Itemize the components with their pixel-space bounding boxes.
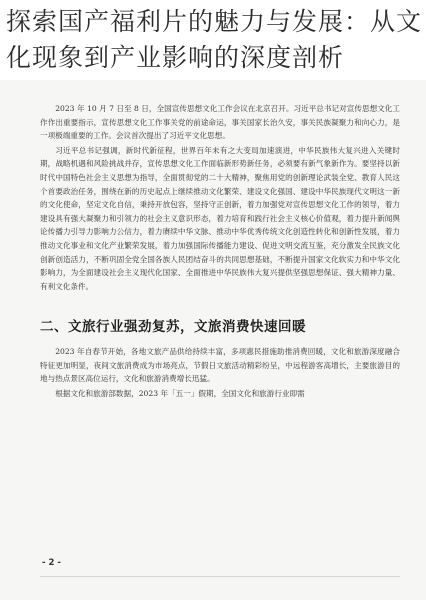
paragraph-4: 根据文化和旅游部数据，2023 年「五一」假期，全国文化和旅游行业即需 xyxy=(55,388,305,398)
document-body xyxy=(40,102,400,401)
article-title-line-2: 化现象到产业影响的深度剖析 xyxy=(6,43,345,72)
paragraph-1: 2023 年 10 月 7 日至 8 日，全国宣传思想文化工作会议在北京召开。习近平总书记对宣传思想文化工作作出重要指示，宣传思想文化工作事关党的前途命运，事关国家长治久安，事关民族凝聚力和向心力，是一项极端重要的工作。会议首次提出了习近平文化思想。 xyxy=(40,104,400,141)
scanned-document-image xyxy=(0,80,426,600)
paragraph-3: 2023 年自春节开始，各地文旅产品供给持续丰富，多项惠民措施助推消费回暖，文化和旅游深度融合特征更加明显，夜间文旅消费成为市场亮点，节假日文旅活动精彩纷呈，中远程游客高增长，主要旅游目的地与热点景区高位运行，文化和旅游消费增长迅猛。 xyxy=(40,346,400,384)
section-heading: 二、文旅行业强劲复苏，文旅消费快速回暖 xyxy=(40,319,306,336)
footer-divider xyxy=(40,576,400,577)
page-number: - 2 - xyxy=(42,558,61,568)
article-title xyxy=(0,0,426,76)
article-title-line-1: 探索国产福利片的魅力与发展：从文 xyxy=(6,7,422,36)
paragraph-2: 习近平总书记强调，新时代新征程，世界百年未有之大变局加速演进，中华民族伟大复兴进入关键时期，战略机遇和风险挑战并存，宣传思想文化工作面临新形势新任务，必须要有新气象新作为。要坚持以新时代中国特色社会主义思想为指导，全面贯彻党的二十大精神，聚焦用党的创新理论武装全党、教育人民这个首要政治任务，围绕在新的历史起点上继续推动文化繁荣、建设文化强国、建设中华民族现代文明这一新的文化使命，坚定文化自信，秉持开放包容，坚持守正创新，着力加强党对宣传思想文化工作的领导，着力建设具有强大凝聚力和引领力的社会主义意识形态，着力培育和践行社会主义核心价值观，着力提升新闻舆论传播力引导力影响力公信力，着力赓续中华文脉、推动中华优秀传统文化创造性转化和创新性发展，着力推动文化事业和文化产业繁荣发展，着力加强国际传播能力建设、促进文明交流互鉴，充分激发全民族文化创新创造活力，不断巩固全党全国各族人民团结奋斗的共同思想基础，不断提升国家文化软实力和中华文化影响力，为全面建设社会主义现代化国家、全面推进中华民族伟大复兴提供坚强思想保证、强大精神力量、有利文化条件。 xyxy=(40,145,400,291)
